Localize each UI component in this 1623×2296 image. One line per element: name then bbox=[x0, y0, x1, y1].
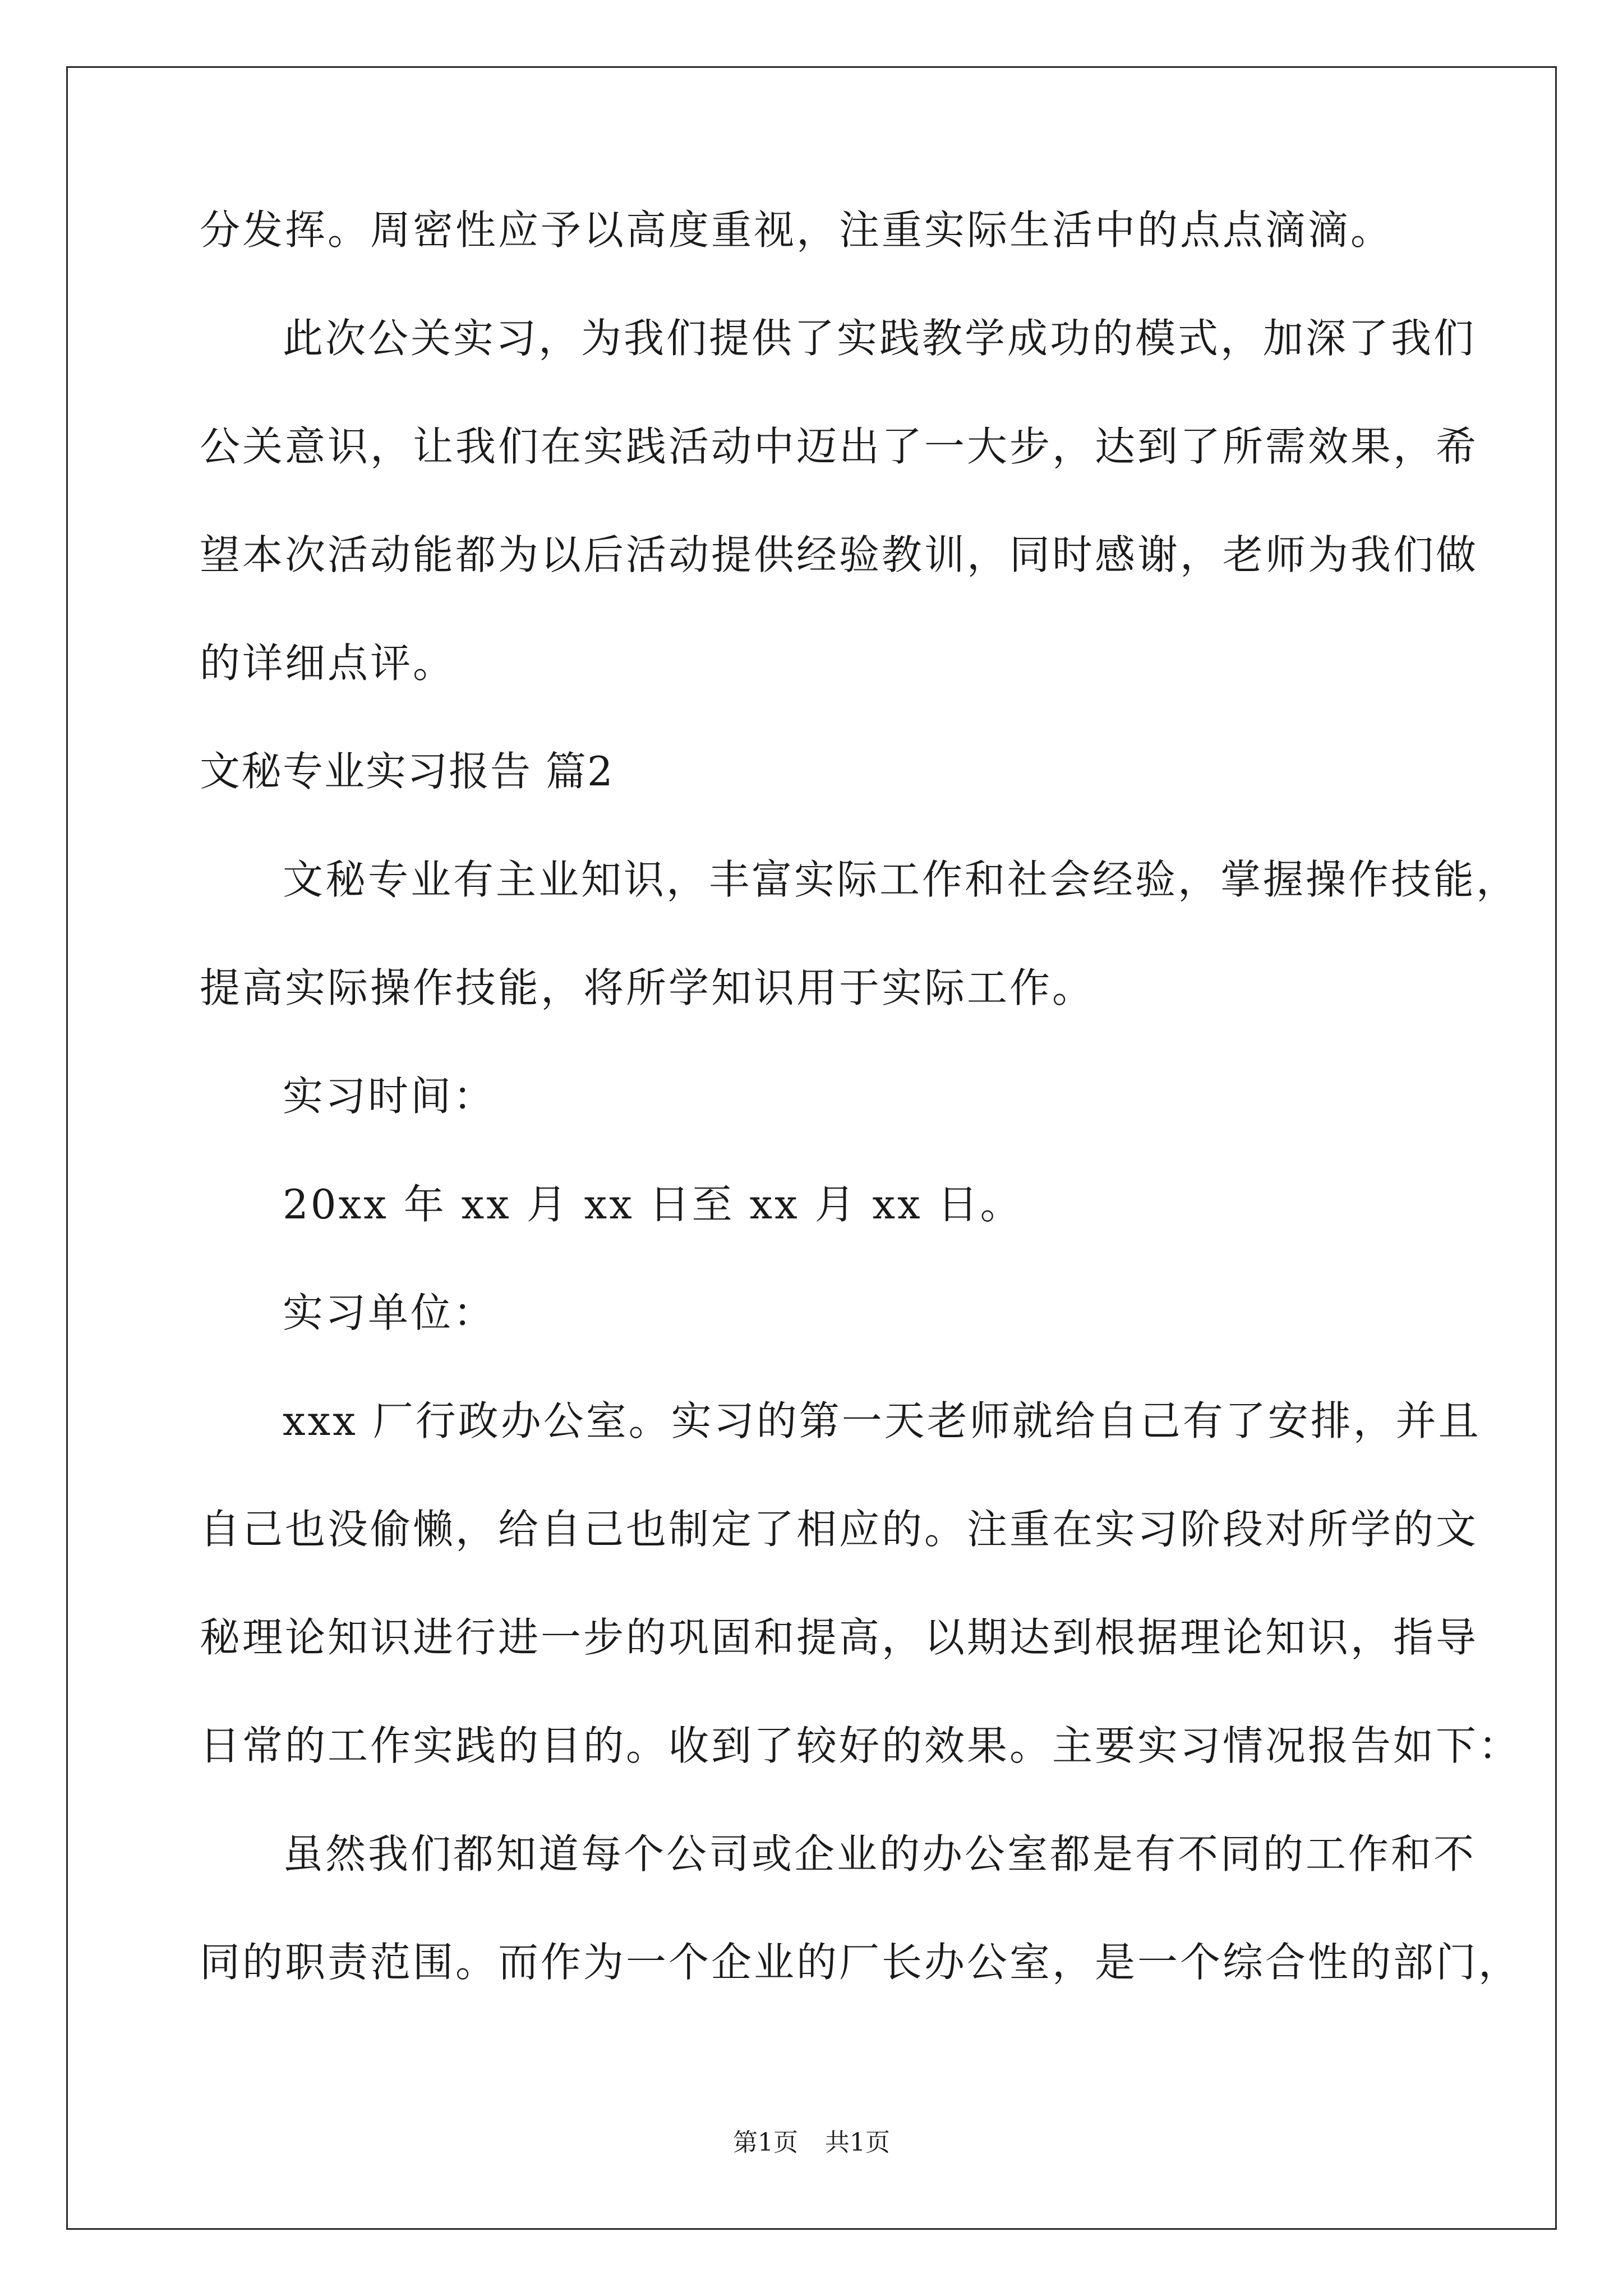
paragraph-line: 公关意识，让我们在实践活动中迈出了一大步，达到了所需效果，希 bbox=[200, 423, 1479, 470]
paragraph-line: 同的职责范围。而作为一个企业的厂长办公室，是一个综合性的部门， bbox=[200, 1939, 1521, 1986]
paragraph-line: 此次公关实习，为我们提供了实践教学成功的模式，加深了我们 bbox=[283, 315, 1477, 362]
paragraph-line: 望本次活动能都为以后活动提供经验教训，同时感谢，老师为我们做 bbox=[200, 531, 1479, 578]
document-body bbox=[200, 202, 1521, 2042]
paragraph-line: 秘理论知识进行进一步的巩固和提高，以期达到根据理论知识，指导 bbox=[200, 1614, 1479, 1661]
paragraph-line: 日常的工作实践的目的。收到了较好的效果。主要实习情况报告如下： bbox=[200, 1722, 1521, 1769]
paragraph-line: 分发挥。周密性应予以高度重视，注重实际生活中的点点滴滴。 bbox=[200, 206, 1394, 254]
paragraph-line: xxx 厂行政办公室。实习的第一天老师就给自己有了安排，并且 bbox=[283, 1397, 1481, 1444]
internship-time-value: 20xx 年 xx 月 xx 日至 xx 月 xx 日。 bbox=[283, 1181, 1023, 1228]
internship-time-label: 实习时间： bbox=[283, 1073, 496, 1120]
internship-unit-label: 实习单位： bbox=[283, 1289, 496, 1336]
page-total: 共1页 bbox=[825, 2128, 890, 2157]
page-number: 第1页 bbox=[733, 2128, 798, 2157]
paragraph-line: 虽然我们都知道每个公司或企业的办公室都是有不同的工作和不 bbox=[283, 1830, 1477, 1878]
paragraph-line: 的详细点评。 bbox=[200, 639, 456, 687]
paragraph-line: 自己也没偷懒，给自己也制定了相应的。注重在实习阶段对所学的文 bbox=[200, 1506, 1479, 1553]
paragraph-line: 提高实际操作技能，将所学知识用于实际工作。 bbox=[200, 964, 1095, 1011]
paragraph-line: 文秘专业有主业知识，丰富实际工作和社会经验，掌握操作技能， bbox=[283, 856, 1519, 903]
section-heading: 文秘专业实习报告 篇2 bbox=[200, 748, 614, 795]
page-footer bbox=[0, 2126, 1623, 2160]
